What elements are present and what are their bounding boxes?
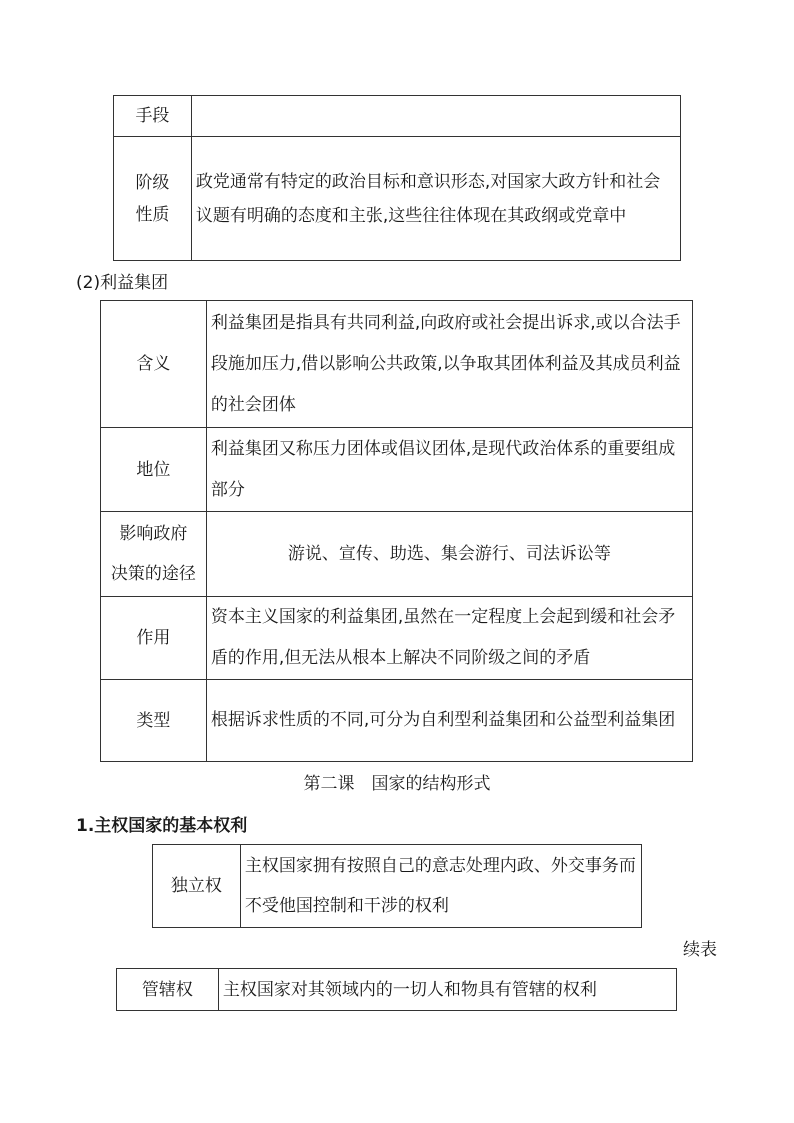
- row-content: 根据诉求性质的不同,可分为自利型利益集团和公益型利益集团: [206, 680, 692, 762]
- row-content: [191, 96, 680, 137]
- row-label: 管辖权: [117, 969, 219, 1011]
- interest-group-table: [100, 300, 693, 762]
- row-label: 手段: [114, 96, 192, 137]
- section-heading: (2)利益集团: [76, 273, 169, 293]
- independence-table: [152, 844, 642, 928]
- row-label: 地位: [101, 428, 207, 512]
- row-label: 独立权: [153, 845, 241, 928]
- table-row: [101, 512, 693, 597]
- row-label: 阶级 性质: [114, 137, 192, 261]
- party-nature-table: [113, 95, 681, 261]
- continued-label: 续表: [683, 940, 717, 960]
- row-label: 类型: [101, 680, 207, 762]
- row-content: 主权国家对其领域内的一切人和物具有管辖的权利: [218, 969, 676, 1011]
- row-content: 游说、宣传、助选、集会游行、司法诉讼等: [206, 512, 692, 597]
- row-content: 主权国家拥有按照自己的意志处理内政、外交事务而不受他国控制和干涉的权利: [240, 845, 641, 928]
- table-row: [101, 597, 693, 680]
- table-row: [153, 845, 642, 928]
- lesson-title: 第二课 国家的结构形式: [303, 774, 491, 794]
- section-heading: 1.主权国家的基本权利: [76, 816, 248, 836]
- table-row: [101, 680, 693, 762]
- table-row: [117, 969, 677, 1011]
- row-label: 作用: [101, 597, 207, 680]
- table-row: [114, 137, 681, 261]
- row-content: 资本主义国家的利益集团,虽然在一定程度上会起到缓和社会矛盾的作用,但无法从根本上解决不同阶级之间的矛盾: [206, 597, 692, 680]
- table-row: [101, 428, 693, 512]
- row-content: 利益集团是指具有共同利益,向政府或社会提出诉求,或以合法手段施加压力,借以影响公共政策,以争取其团体利益及其成员利益的社会团体: [206, 301, 692, 428]
- row-content: 利益集团又称压力团体或倡议团体,是现代政治体系的重要组成部分: [206, 428, 692, 512]
- table-row: [114, 96, 681, 137]
- row-label: 含义: [101, 301, 207, 428]
- table-row: [101, 301, 693, 428]
- row-label: 影响政府 决策的途径: [101, 512, 207, 597]
- jurisdiction-table: [116, 968, 677, 1011]
- row-content: 政党通常有特定的政治目标和意识形态,对国家大政方针和社会议题有明确的态度和主张,这些往往体现在其政纲或党章中: [191, 137, 680, 261]
